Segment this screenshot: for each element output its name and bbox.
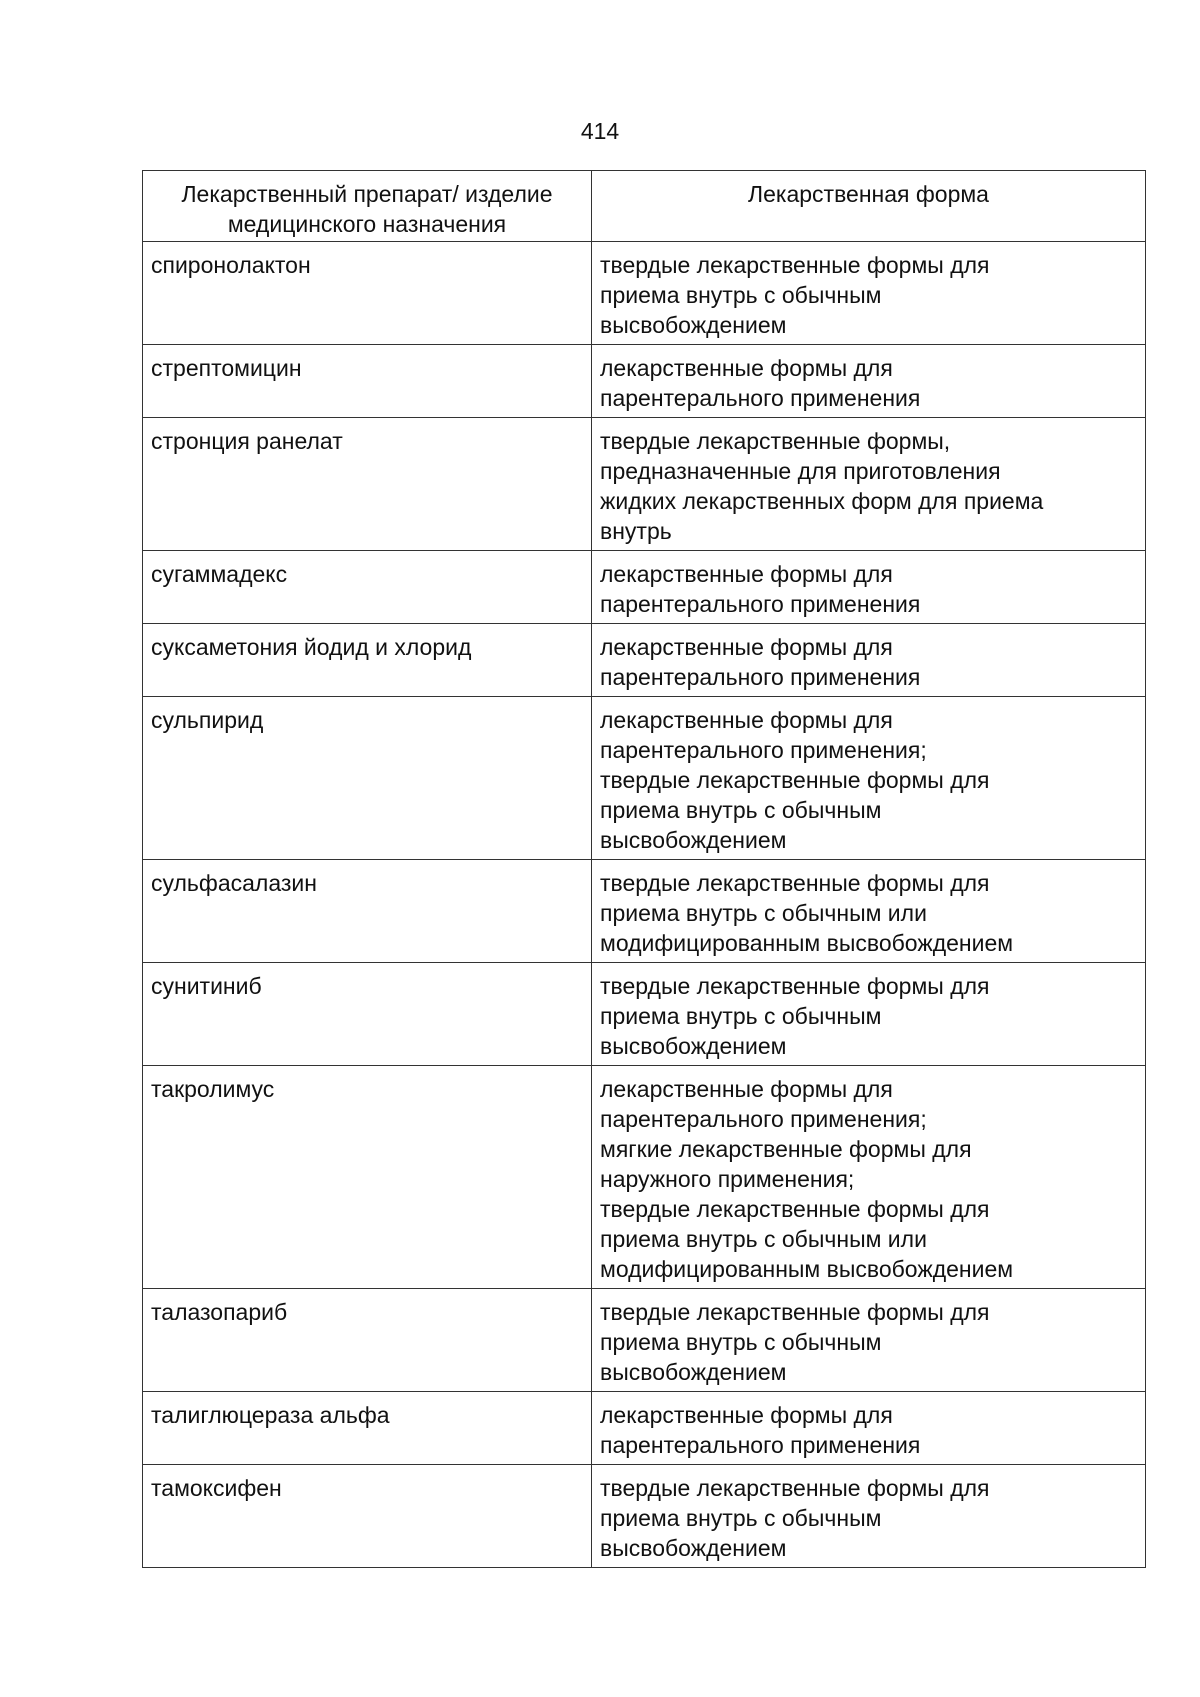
dosage-form-line: приема внутрь с обычным или (600, 900, 927, 926)
drug-name-cell: стронция ранелат (143, 418, 592, 551)
drug-name-cell: тамоксифен (143, 1465, 592, 1568)
dosage-form-cell (592, 551, 1146, 624)
dosage-form-line: твердые лекарственные формы, (600, 428, 951, 454)
dosage-form-line: внутрь (600, 518, 672, 544)
dosage-form-cell (592, 860, 1146, 963)
dosage-form-line: лекарственные формы для (600, 355, 893, 381)
drug-name-cell: сугаммадекс (143, 551, 592, 624)
dosage-form-line: наружного применения; (600, 1166, 855, 1192)
dosage-form-line: твердые лекарственные формы для (600, 1475, 990, 1501)
dosage-form-line: лекарственные формы для (600, 634, 893, 660)
dosage-form-line: твердые лекарственные формы для (600, 767, 990, 793)
dosage-form-line: парентерального применения (600, 591, 921, 617)
drug-name-cell: спиронолактон (143, 242, 592, 345)
dosage-form-line: высвобождением (600, 1033, 787, 1059)
dosage-form-cell (592, 242, 1146, 345)
dosage-form-line: приема внутрь с обычным или (600, 1226, 927, 1252)
drug-forms-table (142, 170, 1146, 1568)
dosage-form-line: мягкие лекарственные формы для (600, 1136, 972, 1162)
table-row (143, 418, 1146, 551)
dosage-form-line: лекарственные формы для (600, 1402, 893, 1428)
table-row (143, 860, 1146, 963)
dosage-form-line: модифицированным высвобождением (600, 930, 1014, 956)
dosage-form-cell (592, 624, 1146, 697)
drug-name-cell: суксаметония йодид и хлорид (143, 624, 592, 697)
drug-name-cell: талазопариб (143, 1289, 592, 1392)
header-form (592, 171, 1146, 242)
dosage-form-line: высвобождением (600, 312, 787, 338)
dosage-form-cell (592, 345, 1146, 418)
dosage-form-line: высвобождением (600, 1535, 787, 1561)
table-row (143, 1289, 1146, 1392)
dosage-form-line: приема внутрь с обычным (600, 282, 882, 308)
dosage-form-line: твердые лекарственные формы для (600, 1299, 990, 1325)
drug-name-cell: такролимус (143, 1066, 592, 1289)
dosage-form-line: приема внутрь с обычным (600, 1329, 882, 1355)
drug-name-cell: сунитиниб (143, 963, 592, 1066)
dosage-form-cell (592, 963, 1146, 1066)
dosage-form-line: парентерального применения (600, 664, 921, 690)
header-form-line: Лекарственная форма (748, 181, 989, 207)
dosage-form-cell (592, 1289, 1146, 1392)
dosage-form-line: твердые лекарственные формы для (600, 1196, 990, 1222)
dosage-form-line: высвобождением (600, 1359, 787, 1385)
dosage-form-line: модифицированным высвобождением (600, 1256, 1014, 1282)
dosage-form-cell (592, 1465, 1146, 1568)
dosage-form-line: парентерального применения; (600, 737, 927, 763)
header-drug (143, 171, 592, 242)
dosage-form-cell (592, 418, 1146, 551)
dosage-form-line: лекарственные формы для (600, 1076, 893, 1102)
dosage-form-cell (592, 1066, 1146, 1289)
header-drug-line: изделие медицинского назначения (227, 181, 553, 237)
dosage-form-line: жидких лекарственных форм для приема (600, 488, 1044, 514)
table-row (143, 697, 1146, 860)
dosage-form-line: приема внутрь с обычным (600, 797, 882, 823)
dosage-form-line: твердые лекарственные формы для (600, 252, 990, 278)
dosage-form-line: твердые лекарственные формы для (600, 870, 990, 896)
dosage-form-line: лекарственные формы для (600, 561, 893, 587)
header-drug-line: Лекарственный препарат/ (181, 181, 459, 207)
table-body (143, 242, 1146, 1568)
table-row (143, 1392, 1146, 1465)
table-header-row (143, 171, 1146, 242)
dosage-form-cell (592, 1392, 1146, 1465)
dosage-form-line: высвобождением (600, 827, 787, 853)
table-row (143, 1066, 1146, 1289)
dosage-form-line: приема внутрь с обычным (600, 1505, 882, 1531)
table-row (143, 1465, 1146, 1568)
dosage-form-line: приема внутрь с обычным (600, 1003, 882, 1029)
table-row (143, 345, 1146, 418)
table-row (143, 551, 1146, 624)
dosage-form-line: парентерального применения; (600, 1106, 927, 1132)
dosage-form-line: лекарственные формы для (600, 707, 893, 733)
drug-name-cell: сульпирид (143, 697, 592, 860)
dosage-form-line: предназначенные для приготовления (600, 458, 1001, 484)
dosage-form-line: парентерального применения (600, 385, 921, 411)
dosage-form-line: парентерального применения (600, 1432, 921, 1458)
dosage-form-cell (592, 697, 1146, 860)
dosage-form-line: твердые лекарственные формы для (600, 973, 990, 999)
page-number: 414 (580, 118, 620, 144)
table-row (143, 242, 1146, 345)
table-row (143, 624, 1146, 697)
drug-name-cell: стрептомицин (143, 345, 592, 418)
table-row (143, 963, 1146, 1066)
drug-name-cell: сульфасалазин (143, 860, 592, 963)
drug-name-cell: талиглюцераза альфа (143, 1392, 592, 1465)
